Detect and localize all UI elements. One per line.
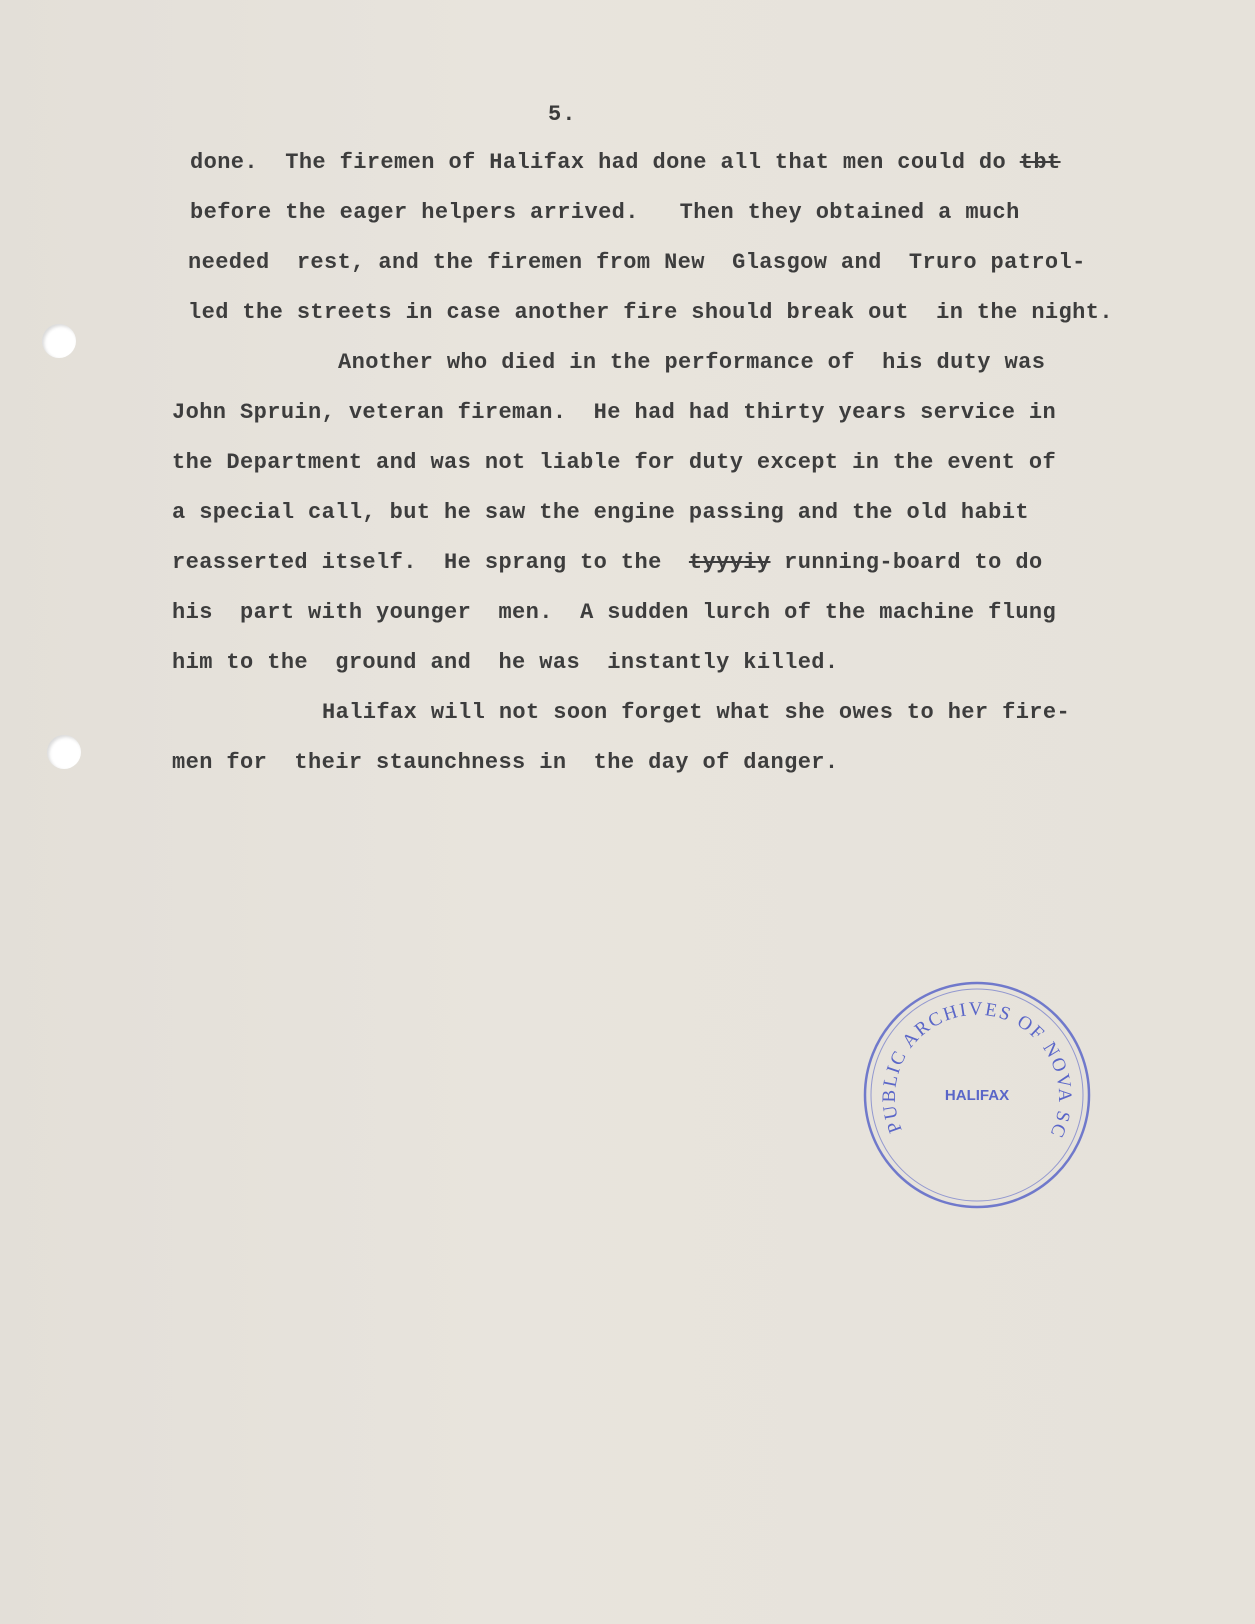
text-line: Another who died in the performance of his duty was — [338, 350, 1046, 375]
punch-hole — [47, 735, 81, 769]
struck-text: tyyyiy — [688, 550, 771, 575]
stamp-arc-text: PUBLIC ARCHIVES OF NOVA SC — [878, 998, 1076, 1142]
text-line: him to the ground and he was instantly killed. — [172, 650, 839, 675]
text-line: a special call, but he saw the engine passing and the old habit — [172, 500, 1029, 525]
archive-stamp — [862, 980, 1092, 1210]
text-line: the Department and was not liable for duty except in the event of — [172, 450, 1057, 475]
text-line: men for their staunchness in the day of danger. — [172, 750, 839, 775]
text-line: reasserted itself. He sprang to the tyyyiy running-board to do — [172, 550, 1043, 575]
punch-hole — [42, 324, 76, 358]
text-line: Halifax will not soon forget what she owes to her fire- — [322, 700, 1071, 725]
text-line: before the eager helpers arrived. Then they obtained a much — [190, 200, 1020, 225]
text-line: his part with younger men. A sudden lurch of the machine flung — [172, 600, 1057, 625]
struck-text: tbt — [1019, 150, 1061, 175]
text-line: John Spruin, veteran fireman. He had had thirty years service in — [172, 400, 1057, 425]
text-line: led the streets in case another fire should break out in the night. — [188, 300, 1113, 325]
page-number: 5. — [548, 102, 577, 127]
stamp-center-text: HALIFAX — [944, 1086, 1010, 1104]
text-line: needed rest, and the firemen from New Glasgow and Truro patrol- — [188, 250, 1086, 275]
text-line: done. The firemen of Halifax had done all that men could do tbt — [190, 150, 1061, 175]
